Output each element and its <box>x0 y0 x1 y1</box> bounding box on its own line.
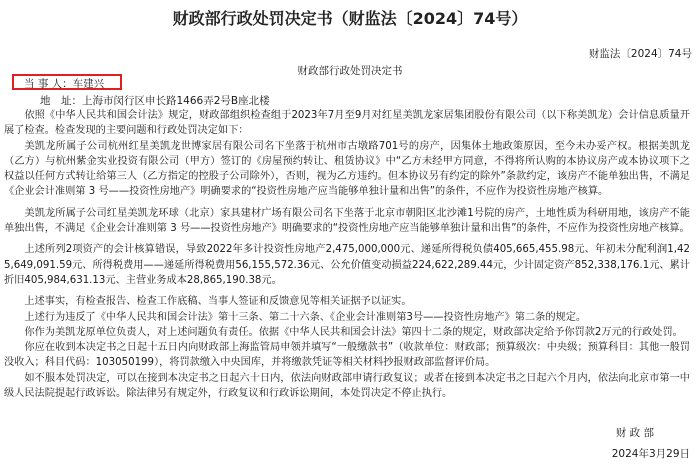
document-subtitle: 财政部行政处罚决定书 <box>297 65 403 77</box>
party-address: 地 址：上海市闵行区申长路1466弄2号B座北楼 <box>40 95 270 107</box>
party-name: 当 事 人：车建兴 <box>24 78 105 90</box>
paragraph-payment: 你应在收到本决定书之日起十五日内向财政部上海监管局申领并填写“一般缴款书”（收款单位：财政部；预算级次：中央级；预算科目：其他一般罚没收入；科目代码：103050199），将罚款缴入中央国库，并将缴款凭证等相关材料抄报财政部监督评价局。 <box>4 342 690 369</box>
page-title: 财政部行政处罚决定书（财监法〔2024〕74号） <box>172 9 528 28</box>
paragraph-accounting-errors: 上述所列2项资产的会计核算错误，导致2022年多计投资性房地产2,475,000,000元、递延所得税负债405,665,455.98元、年初未分配利润1,425,649,091.59元、所得税费用——递延所得税费用56,155,572.36元、公允价值变动损益224,622,289.44元，少计固定资产852,338,176.1元、累计折旧405,984,631.13元、主营业务成本28,865,190.38元。 <box>4 244 690 286</box>
paragraph-evidence: 上述事实，有检查报告、检查工作底稿、当事人签证和反馈意见等相关证据予以证实。 <box>24 296 412 308</box>
document-body <box>4 108 690 401</box>
document-number: 财监法〔2024〕74号 <box>588 48 692 60</box>
paragraph-intro: 依照《中华人民共和国会计法》规定，财政部组织检查组于2023年7月至9月对红星美凯龙家居集团股份有限公司（以下称美凯龙）会计信息质量开展了检查。检查发现的主要问题和行政处罚决定如下： <box>4 110 690 137</box>
paragraph-violation: 上述行为违反了《中华人民共和国会计法》第十三条、第二十六条、《企业会计准则第3号——投资性房地产》第二条的规定。 <box>24 311 587 323</box>
issue-date: 2024年3月29日 <box>611 448 690 460</box>
paragraph-penalty: 你作为美凯龙原单位负责人，对上述问题负有责任。依据《中华人民共和国会计法》第四十二条的规定，财政部决定给予你罚款2万元的行政处罚。 <box>24 326 683 338</box>
paragraph-beijing-property: 美凯龙所属子公司红星美凯龙环球（北京）家具建材广场有限公司名下坐落于北京市朝阳区北沙滩1号院的房产，土地性质为科研用地，该房产不能单独出售，不满足《企业会计准则第 3 号——投资性房地产》明确要求的“投资性房地产应当能够单独计量和出售”的条件，不应作为投资性房地产核算。 <box>4 207 690 235</box>
issuer-signature: 财 政 部 <box>615 427 654 439</box>
paragraph-hangzhou-property: 美凯龙所属子公司杭州红星美凯龙世博家居有限公司名下坐落于杭州市古墩路701号的房产，因集体土地政策原因，至今未办妥产权。根据美凯龙（乙方）与杭州紫金实业投资有限公司（甲方）签订的《房屋预约转让、租赁协议》中“乙方未经甲方同意，不得将所认购的本协议房产或本协议项下之权益以任何方式转让给第三人（乙方指定的控股子公司除外），否则，视为乙方违约。但本协议另有约定的除外”条款约定，该房产不能单独出售，不满足《企业会计准则第 3 号——投资性房地产》明确要求的“投资性房地产应当能够单独计量和出售”的条件，不应作为投资性房地产核算。 <box>4 140 690 198</box>
paragraph-appeal: 如不服本处罚决定，可以在接到本决定书之日起六十日内，依法向财政部申请行政复议；或者在接到本决定书之日起六个月内，依法向北京市第一中级人民法院提起行政诉讼。除法律另有规定外，行政复议和行政诉讼期间，本处罚决定不停止执行。 <box>4 372 690 400</box>
